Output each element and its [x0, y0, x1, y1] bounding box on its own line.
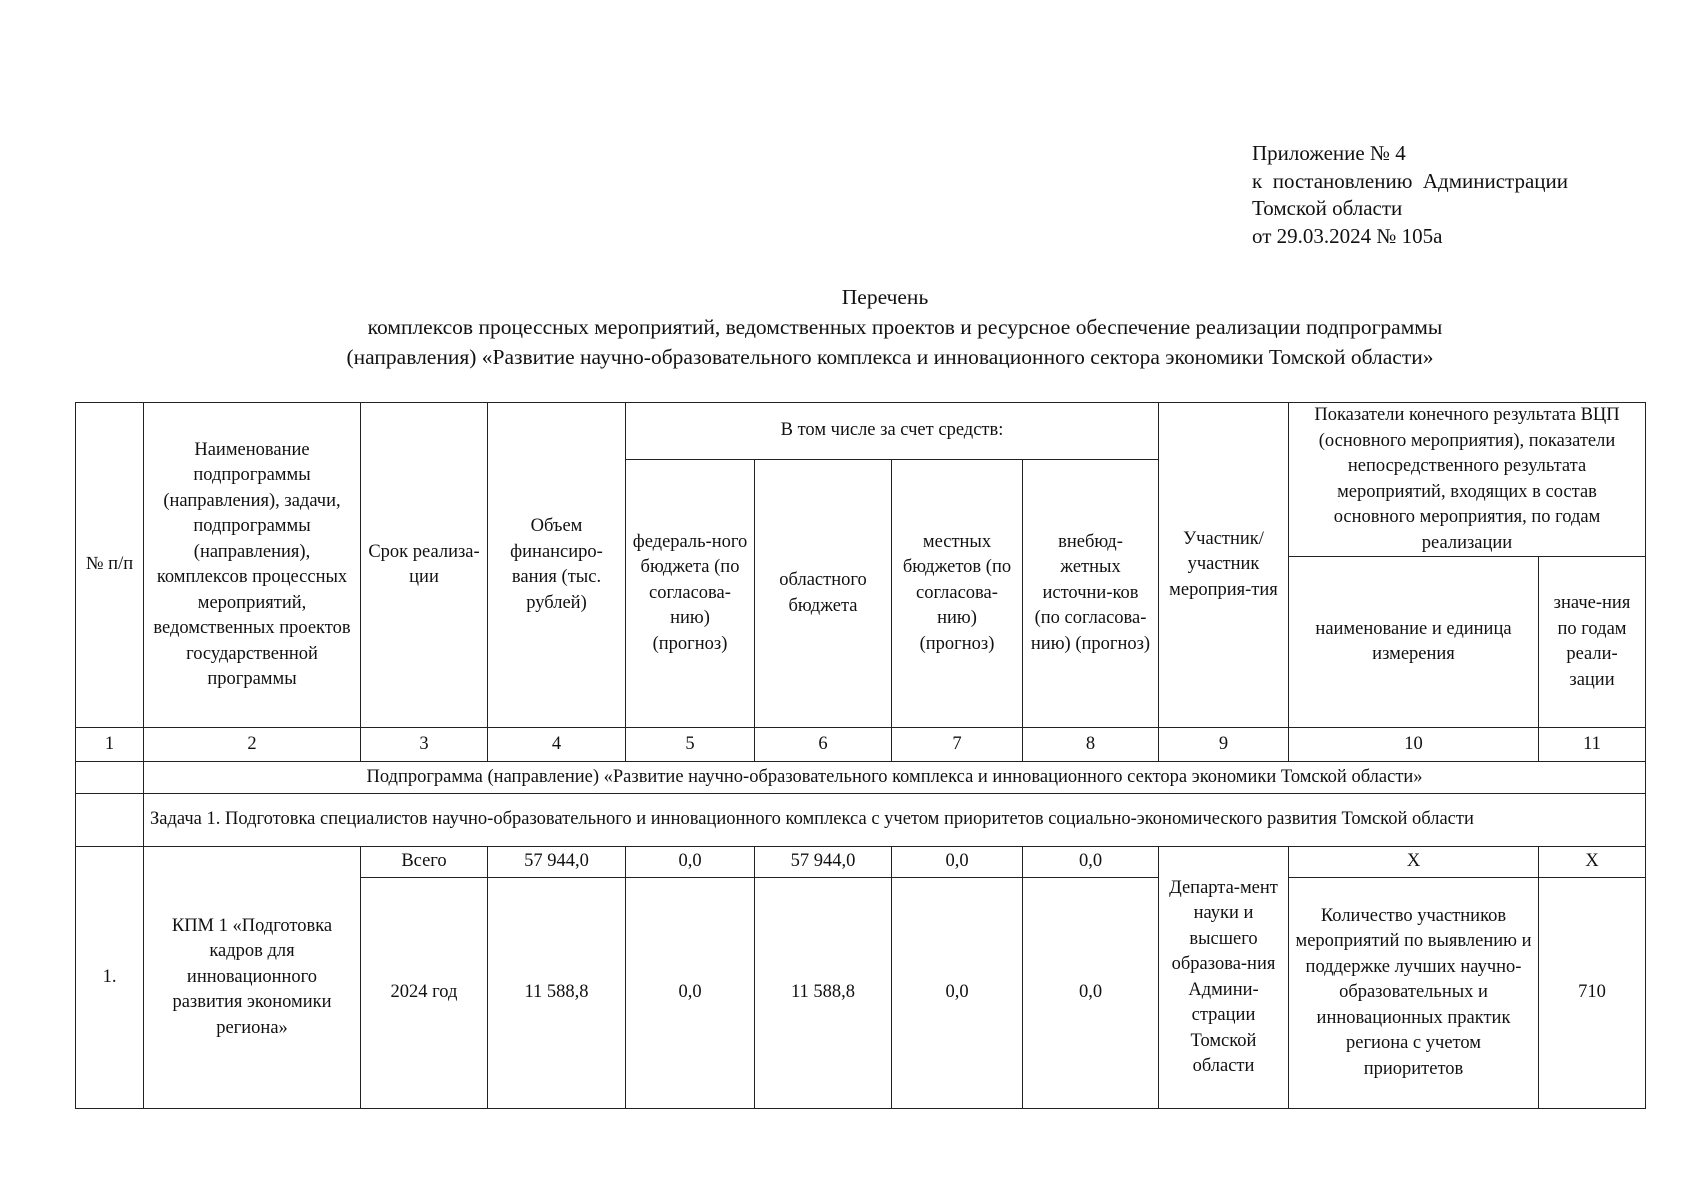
- row-indicator-value: 710: [1539, 878, 1646, 1109]
- row-indicator-value: Х: [1539, 847, 1646, 878]
- col-number: 8: [1023, 728, 1159, 762]
- document-title: [60, 282, 1698, 372]
- task-title: Задача 1. Подготовка специалистов научно-образовательного и инновационного комплекса с учетом приоритетов социально-экономического развития Томской области: [144, 794, 1646, 847]
- row-volume: 11 588,8: [488, 878, 626, 1109]
- col-number: 1: [76, 728, 144, 762]
- row-local: 0,0: [892, 847, 1023, 878]
- title-line-1: Перечень: [841, 285, 929, 309]
- header-indicators: Показатели конечного результата ВЦП (основного мероприятия), показатели непосредственного результата мероприятий, входящих в состав основного мероприятия, по годам реализации: [1289, 403, 1646, 557]
- col-number: 10: [1289, 728, 1539, 762]
- header-indicator-values: значе-ния по годам реали-зации: [1539, 557, 1646, 728]
- row-local: 0,0: [892, 878, 1023, 1109]
- row-number: 1.: [76, 847, 144, 1109]
- row-participant: Департа-мент науки и высшего образова-ния Админи-страции Томской области: [1159, 847, 1289, 1109]
- header-term: Срок реализа-ции: [361, 403, 488, 728]
- appendix-line-2: к постановлению Администрации: [1252, 168, 1569, 193]
- row-extra: 0,0: [1023, 878, 1159, 1109]
- subprogram-row: [76, 762, 1646, 794]
- header-extra: внебюд-жетных источни-ков (по согласова-нию) (прогноз): [1023, 460, 1159, 728]
- task-row: [76, 794, 1646, 847]
- col-number: 6: [755, 728, 892, 762]
- row-regional: 57 944,0: [755, 847, 892, 878]
- row-volume: 57 944,0: [488, 847, 626, 878]
- appendix-line-1: Приложение № 4: [1252, 141, 1406, 165]
- empty-cell: [76, 762, 144, 794]
- appendix-block: [1252, 140, 1568, 250]
- row-name: КПМ 1 «Подготовка кадров для инновационного развития экономики региона»: [144, 847, 361, 1109]
- row-federal: 0,0: [626, 847, 755, 878]
- col-number: 3: [361, 728, 488, 762]
- program-table: [75, 402, 1646, 1109]
- empty-cell: [76, 794, 144, 847]
- header-num: № п/п: [76, 403, 144, 728]
- header-indicator-name: наименование и единица измерения: [1289, 557, 1539, 728]
- row-indicator-name: Х: [1289, 847, 1539, 878]
- title-line-3: (направления) «Развитие научно-образовательного комплекса и инновационного сектора экономики Томской области»: [346, 345, 1434, 369]
- header-federal: федераль-ного бюджета (по согласова-нию) (прогноз): [626, 460, 755, 728]
- title-line-2: комплексов процессных мероприятий, ведомственных проектов и ресурсное обеспечение реализации подпрограммы: [367, 315, 1443, 339]
- row-term: 2024 год: [361, 878, 488, 1109]
- col-number: 9: [1159, 728, 1289, 762]
- header-including: В том числе за счет средств:: [626, 403, 1159, 460]
- appendix-line-3: Томской области: [1252, 196, 1403, 220]
- header-name: Наименование подпрограммы (направления), задачи, подпрограммы (направления), комплексов процессных мероприятий, ведомственных проектов государственной программы: [144, 403, 361, 728]
- header-regional: областного бюджета: [755, 460, 892, 728]
- header-local: местных бюджетов (по согласова-нию) (прогноз): [892, 460, 1023, 728]
- row-federal: 0,0: [626, 878, 755, 1109]
- col-number: 5: [626, 728, 755, 762]
- appendix-line-4: от 29.03.2024 № 105а: [1252, 223, 1443, 248]
- header-volume: Объем финансиро-вания (тыс. рублей): [488, 403, 626, 728]
- subprogram-title: Подпрограмма (направление) «Развитие научно-образовательного комплекса и инновационного сектора экономики Томской области»: [144, 762, 1646, 794]
- header-participant: Участник/ участник мероприя-тия: [1159, 403, 1289, 728]
- column-number-row: [76, 728, 1646, 762]
- row-extra: 0,0: [1023, 847, 1159, 878]
- row-term: Всего: [361, 847, 488, 878]
- col-number: 7: [892, 728, 1023, 762]
- col-number: 4: [488, 728, 626, 762]
- col-number: 11: [1539, 728, 1646, 762]
- table-row: [76, 847, 1646, 878]
- row-indicator-name: Количество участников мероприятий по выявлению и поддержке лучших научно-образовательных и инновационных практик региона с учетом приоритетов: [1289, 878, 1539, 1109]
- col-number: 2: [144, 728, 361, 762]
- row-regional: 11 588,8: [755, 878, 892, 1109]
